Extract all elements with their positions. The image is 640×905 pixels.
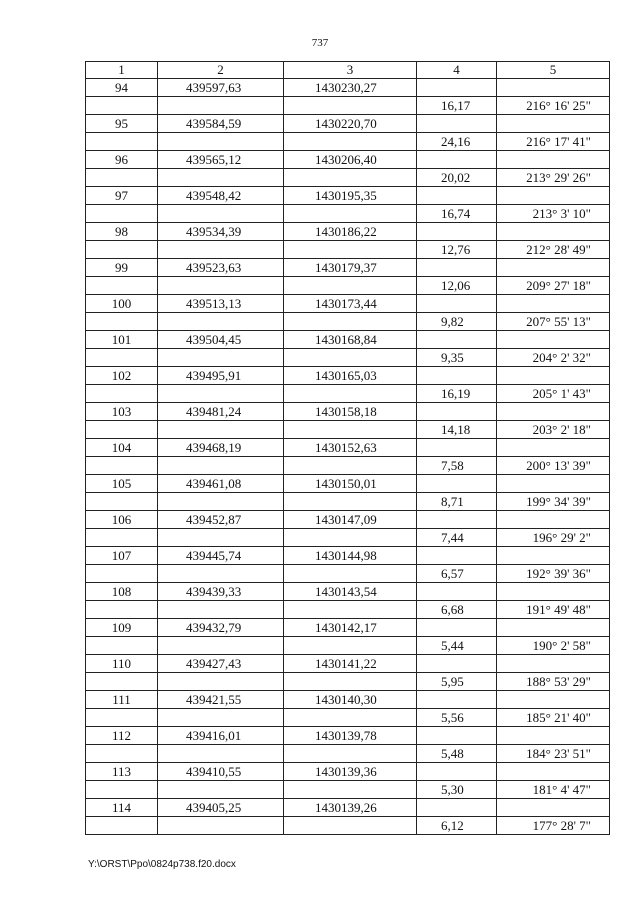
point-number-cell: 110 xyxy=(86,655,158,673)
direction-angle-cell xyxy=(497,187,610,205)
x-coordinate-cell: 439427,43 xyxy=(158,655,284,673)
direction-angle-cell xyxy=(497,439,610,457)
y-coordinate-cell: 1430139,26 xyxy=(284,799,417,817)
y-coordinate-cell: 1430179,37 xyxy=(284,259,417,277)
distance-cell xyxy=(417,295,497,313)
distance-cell xyxy=(417,187,497,205)
x-coordinate-cell: 439405,25 xyxy=(158,799,284,817)
distance-cell: 5,44 xyxy=(417,637,497,655)
direction-angle-cell xyxy=(497,259,610,277)
direction-angle-cell xyxy=(497,583,610,601)
x-coordinate-cell xyxy=(158,493,284,511)
distance-cell xyxy=(417,511,497,529)
segment-row xyxy=(86,529,610,547)
distance-cell: 8,71 xyxy=(417,493,497,511)
y-coordinate-cell: 1430140,30 xyxy=(284,691,417,709)
point-number-cell: 97 xyxy=(86,187,158,205)
point-number-cell xyxy=(86,97,158,115)
direction-angle-cell xyxy=(497,655,610,673)
segment-row xyxy=(86,709,610,727)
direction-angle-cell: 216° 17' 41" xyxy=(497,133,610,151)
point-row xyxy=(86,79,610,97)
y-coordinate-cell: 1430206,40 xyxy=(284,151,417,169)
point-number-cell xyxy=(86,817,158,835)
coordinates-table xyxy=(85,61,610,835)
direction-angle-cell xyxy=(497,223,610,241)
distance-cell: 16,74 xyxy=(417,205,497,223)
segment-row xyxy=(86,277,610,295)
column-header: 2 xyxy=(158,62,284,79)
point-number-cell: 113 xyxy=(86,763,158,781)
y-coordinate-cell xyxy=(284,817,417,835)
y-coordinate-cell xyxy=(284,97,417,115)
direction-angle-cell: 192° 39' 36" xyxy=(497,565,610,583)
segment-row xyxy=(86,97,610,115)
x-coordinate-cell xyxy=(158,529,284,547)
distance-cell: 7,58 xyxy=(417,457,497,475)
direction-angle-cell: 213° 3' 10" xyxy=(497,205,610,223)
y-coordinate-cell: 1430165,03 xyxy=(284,367,417,385)
x-coordinate-cell: 439495,91 xyxy=(158,367,284,385)
distance-cell: 5,30 xyxy=(417,781,497,799)
distance-cell xyxy=(417,799,497,817)
direction-angle-cell: 216° 16' 25" xyxy=(497,97,610,115)
point-row xyxy=(86,403,610,421)
point-row xyxy=(86,475,610,493)
segment-row xyxy=(86,493,610,511)
distance-cell xyxy=(417,223,497,241)
point-number-cell: 99 xyxy=(86,259,158,277)
direction-angle-cell xyxy=(497,331,610,349)
distance-cell xyxy=(417,79,497,97)
distance-cell xyxy=(417,655,497,673)
y-coordinate-cell: 1430152,63 xyxy=(284,439,417,457)
direction-angle-cell xyxy=(497,511,610,529)
point-number-cell xyxy=(86,169,158,187)
direction-angle-cell: 212° 28' 49" xyxy=(497,241,610,259)
distance-cell: 6,68 xyxy=(417,601,497,619)
point-number-cell xyxy=(86,709,158,727)
x-coordinate-cell xyxy=(158,781,284,799)
column-header: 3 xyxy=(284,62,417,79)
y-coordinate-cell: 1430168,84 xyxy=(284,331,417,349)
distance-cell: 16,17 xyxy=(417,97,497,115)
distance-cell xyxy=(417,439,497,457)
direction-angle-cell xyxy=(497,475,610,493)
y-coordinate-cell xyxy=(284,673,417,691)
direction-angle-cell: 188° 53' 29" xyxy=(497,673,610,691)
y-coordinate-cell: 1430141,22 xyxy=(284,655,417,673)
y-coordinate-cell: 1430150,01 xyxy=(284,475,417,493)
direction-angle-cell: 203° 2' 18" xyxy=(497,421,610,439)
y-coordinate-cell xyxy=(284,709,417,727)
distance-cell xyxy=(417,151,497,169)
direction-angle-cell: 213° 29' 26" xyxy=(497,169,610,187)
x-coordinate-cell xyxy=(158,385,284,403)
segment-row xyxy=(86,349,610,367)
y-coordinate-cell xyxy=(284,313,417,331)
x-coordinate-cell: 439452,87 xyxy=(158,511,284,529)
direction-angle-cell xyxy=(497,403,610,421)
direction-angle-cell xyxy=(497,295,610,313)
point-number-cell: 96 xyxy=(86,151,158,169)
point-number-cell xyxy=(86,565,158,583)
distance-cell xyxy=(417,547,497,565)
coordinates-table-body xyxy=(86,62,610,835)
x-coordinate-cell: 439513,13 xyxy=(158,295,284,313)
x-coordinate-cell: 439432,79 xyxy=(158,619,284,637)
direction-angle-cell xyxy=(497,799,610,817)
segment-row xyxy=(86,385,610,403)
point-number-cell: 107 xyxy=(86,547,158,565)
point-number-cell: 108 xyxy=(86,583,158,601)
page-number: 737 xyxy=(311,37,329,49)
point-row xyxy=(86,439,610,457)
direction-angle-cell xyxy=(497,619,610,637)
direction-angle-cell xyxy=(497,547,610,565)
point-number-cell xyxy=(86,493,158,511)
point-number-cell xyxy=(86,673,158,691)
direction-angle-cell: 177° 28' 7" xyxy=(497,817,610,835)
distance-cell: 5,48 xyxy=(417,745,497,763)
y-coordinate-cell: 1430186,22 xyxy=(284,223,417,241)
point-number-cell: 102 xyxy=(86,367,158,385)
point-row xyxy=(86,115,610,133)
distance-cell xyxy=(417,115,497,133)
point-number-cell xyxy=(86,277,158,295)
distance-cell: 5,56 xyxy=(417,709,497,727)
table-header-row xyxy=(86,62,610,79)
distance-cell: 7,44 xyxy=(417,529,497,547)
x-coordinate-cell xyxy=(158,241,284,259)
distance-cell xyxy=(417,331,497,349)
point-row xyxy=(86,583,610,601)
y-coordinate-cell: 1430143,54 xyxy=(284,583,417,601)
x-coordinate-cell xyxy=(158,565,284,583)
distance-cell xyxy=(417,583,497,601)
column-header: 1 xyxy=(86,62,158,79)
x-coordinate-cell: 439481,24 xyxy=(158,403,284,421)
point-number-cell xyxy=(86,529,158,547)
segment-row xyxy=(86,601,610,619)
point-row xyxy=(86,187,610,205)
point-row xyxy=(86,655,610,673)
distance-cell: 16,19 xyxy=(417,385,497,403)
direction-angle-cell: 204° 2' 32" xyxy=(497,349,610,367)
point-row xyxy=(86,619,610,637)
point-number-cell xyxy=(86,601,158,619)
y-coordinate-cell xyxy=(284,493,417,511)
column-header: 5 xyxy=(497,62,610,79)
distance-cell xyxy=(417,619,497,637)
point-number-cell xyxy=(86,781,158,799)
point-row xyxy=(86,367,610,385)
x-coordinate-cell: 439565,12 xyxy=(158,151,284,169)
y-coordinate-cell: 1430142,17 xyxy=(284,619,417,637)
direction-angle-cell xyxy=(497,727,610,745)
direction-angle-cell xyxy=(497,151,610,169)
direction-angle-cell xyxy=(497,691,610,709)
x-coordinate-cell: 439410,55 xyxy=(158,763,284,781)
point-number-cell xyxy=(86,457,158,475)
segment-row xyxy=(86,205,610,223)
distance-cell xyxy=(417,763,497,781)
point-number-cell: 105 xyxy=(86,475,158,493)
distance-cell xyxy=(417,727,497,745)
direction-angle-cell: 184° 23' 51" xyxy=(497,745,610,763)
x-coordinate-cell: 439416,01 xyxy=(158,727,284,745)
direction-angle-cell: 205° 1' 43" xyxy=(497,385,610,403)
y-coordinate-cell xyxy=(284,241,417,259)
direction-angle-cell: 196° 29' 2" xyxy=(497,529,610,547)
y-coordinate-cell xyxy=(284,385,417,403)
point-number-cell: 112 xyxy=(86,727,158,745)
y-coordinate-cell xyxy=(284,565,417,583)
point-row xyxy=(86,223,610,241)
y-coordinate-cell xyxy=(284,745,417,763)
segment-row xyxy=(86,817,610,835)
x-coordinate-cell xyxy=(158,133,284,151)
distance-cell: 24,16 xyxy=(417,133,497,151)
x-coordinate-cell xyxy=(158,349,284,367)
x-coordinate-cell xyxy=(158,637,284,655)
direction-angle-cell: 200° 13' 39" xyxy=(497,457,610,475)
y-coordinate-cell xyxy=(284,133,417,151)
y-coordinate-cell xyxy=(284,781,417,799)
y-coordinate-cell xyxy=(284,637,417,655)
segment-row xyxy=(86,637,610,655)
y-coordinate-cell: 1430195,35 xyxy=(284,187,417,205)
distance-cell: 9,82 xyxy=(417,313,497,331)
y-coordinate-cell xyxy=(284,601,417,619)
point-number-cell xyxy=(86,745,158,763)
x-coordinate-cell xyxy=(158,673,284,691)
point-row xyxy=(86,151,610,169)
point-number-cell: 114 xyxy=(86,799,158,817)
y-coordinate-cell xyxy=(284,421,417,439)
point-number-cell xyxy=(86,133,158,151)
y-coordinate-cell: 1430147,09 xyxy=(284,511,417,529)
point-row xyxy=(86,511,610,529)
distance-cell xyxy=(417,259,497,277)
x-coordinate-cell: 439597,63 xyxy=(158,79,284,97)
point-number-cell: 100 xyxy=(86,295,158,313)
point-number-cell xyxy=(86,241,158,259)
column-header: 4 xyxy=(417,62,497,79)
x-coordinate-cell xyxy=(158,277,284,295)
y-coordinate-cell xyxy=(284,205,417,223)
distance-cell xyxy=(417,691,497,709)
point-row xyxy=(86,295,610,313)
direction-angle-cell: 181° 4' 47" xyxy=(497,781,610,799)
x-coordinate-cell: 439523,63 xyxy=(158,259,284,277)
point-number-cell: 98 xyxy=(86,223,158,241)
segment-row xyxy=(86,457,610,475)
distance-cell: 5,95 xyxy=(417,673,497,691)
direction-angle-cell: 207° 55' 13" xyxy=(497,313,610,331)
point-row xyxy=(86,547,610,565)
y-coordinate-cell: 1430144,98 xyxy=(284,547,417,565)
distance-cell xyxy=(417,475,497,493)
distance-cell: 6,12 xyxy=(417,817,497,835)
point-number-cell xyxy=(86,205,158,223)
x-coordinate-cell: 439504,45 xyxy=(158,331,284,349)
x-coordinate-cell: 439584,59 xyxy=(158,115,284,133)
segment-row xyxy=(86,673,610,691)
point-number-cell: 95 xyxy=(86,115,158,133)
direction-angle-cell xyxy=(497,763,610,781)
direction-angle-cell xyxy=(497,115,610,133)
point-number-cell xyxy=(86,385,158,403)
point-row xyxy=(86,331,610,349)
x-coordinate-cell xyxy=(158,169,284,187)
x-coordinate-cell xyxy=(158,313,284,331)
distance-cell: 12,06 xyxy=(417,277,497,295)
point-number-cell: 103 xyxy=(86,403,158,421)
point-row xyxy=(86,259,610,277)
x-coordinate-cell xyxy=(158,601,284,619)
point-row xyxy=(86,727,610,745)
point-row xyxy=(86,691,610,709)
y-coordinate-cell xyxy=(284,277,417,295)
y-coordinate-cell: 1430173,44 xyxy=(284,295,417,313)
segment-row xyxy=(86,781,610,799)
point-row xyxy=(86,799,610,817)
direction-angle-cell xyxy=(497,367,610,385)
point-number-cell xyxy=(86,421,158,439)
point-number-cell: 109 xyxy=(86,619,158,637)
y-coordinate-cell: 1430220,70 xyxy=(284,115,417,133)
point-number-cell xyxy=(86,637,158,655)
direction-angle-cell: 209° 27' 18" xyxy=(497,277,610,295)
distance-cell xyxy=(417,403,497,421)
distance-cell: 12,76 xyxy=(417,241,497,259)
direction-angle-cell: 199° 34' 39" xyxy=(497,493,610,511)
y-coordinate-cell xyxy=(284,169,417,187)
x-coordinate-cell xyxy=(158,709,284,727)
direction-angle-cell: 185° 21' 40" xyxy=(497,709,610,727)
x-coordinate-cell: 439461,08 xyxy=(158,475,284,493)
y-coordinate-cell xyxy=(284,529,417,547)
x-coordinate-cell: 439548,42 xyxy=(158,187,284,205)
x-coordinate-cell: 439534,39 xyxy=(158,223,284,241)
x-coordinate-cell xyxy=(158,421,284,439)
point-number-cell xyxy=(86,313,158,331)
x-coordinate-cell xyxy=(158,457,284,475)
point-number-cell: 104 xyxy=(86,439,158,457)
y-coordinate-cell xyxy=(284,349,417,367)
distance-cell: 6,57 xyxy=(417,565,497,583)
y-coordinate-cell: 1430158,18 xyxy=(284,403,417,421)
y-coordinate-cell: 1430139,36 xyxy=(284,763,417,781)
segment-row xyxy=(86,565,610,583)
point-number-cell: 106 xyxy=(86,511,158,529)
segment-row xyxy=(86,313,610,331)
x-coordinate-cell xyxy=(158,97,284,115)
direction-angle-cell: 191° 49' 48" xyxy=(497,601,610,619)
x-coordinate-cell: 439445,74 xyxy=(158,547,284,565)
segment-row xyxy=(86,169,610,187)
y-coordinate-cell xyxy=(284,457,417,475)
y-coordinate-cell: 1430139,78 xyxy=(284,727,417,745)
x-coordinate-cell xyxy=(158,205,284,223)
x-coordinate-cell: 439421,55 xyxy=(158,691,284,709)
direction-angle-cell xyxy=(497,79,610,97)
point-number-cell: 101 xyxy=(86,331,158,349)
y-coordinate-cell: 1430230,27 xyxy=(284,79,417,97)
distance-cell: 14,18 xyxy=(417,421,497,439)
point-number-cell xyxy=(86,349,158,367)
segment-row xyxy=(86,421,610,439)
x-coordinate-cell xyxy=(158,745,284,763)
x-coordinate-cell: 439468,19 xyxy=(158,439,284,457)
segment-row xyxy=(86,745,610,763)
direction-angle-cell: 190° 2' 58" xyxy=(497,637,610,655)
segment-row xyxy=(86,133,610,151)
distance-cell xyxy=(417,367,497,385)
x-coordinate-cell xyxy=(158,817,284,835)
distance-cell: 20,02 xyxy=(417,169,497,187)
segment-row xyxy=(86,241,610,259)
point-number-cell: 111 xyxy=(86,691,158,709)
point-number-cell: 94 xyxy=(86,79,158,97)
point-row xyxy=(86,763,610,781)
document-file-path: Y:\ORST\Ppo\0824p738.f20.docx xyxy=(88,859,236,870)
x-coordinate-cell: 439439,33 xyxy=(158,583,284,601)
distance-cell: 9,35 xyxy=(417,349,497,367)
